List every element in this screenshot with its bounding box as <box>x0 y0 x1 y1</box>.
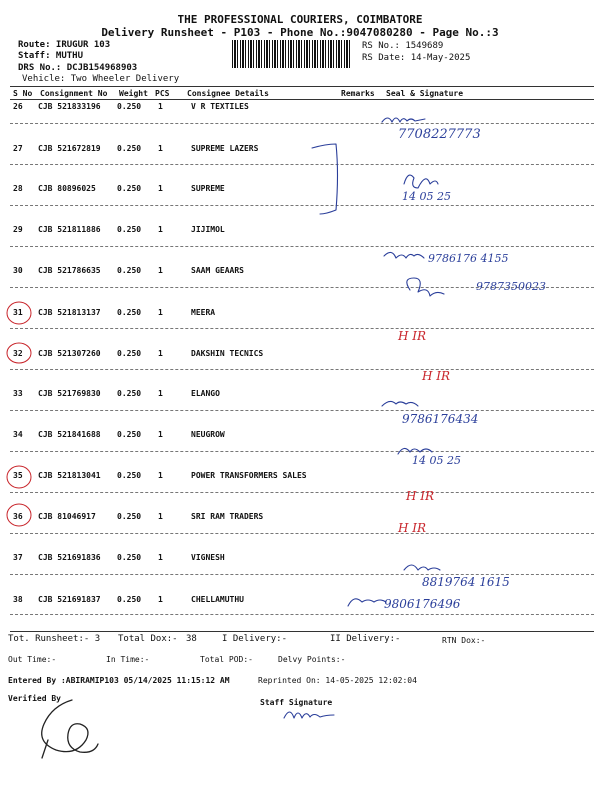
table-row: 30 CJB 521786635 0.250 1 SAAM GEAARS <box>13 266 244 275</box>
handwritten-phone: 9786176 4155 <box>428 252 509 265</box>
i-delivery: I Delivery:- <box>222 634 288 644</box>
entered-by: Entered By :ABIRAMIP103 05/14/2025 11:15:12 AM <box>8 676 230 685</box>
table-row: 37 CJB 521691836 0.250 1 VIGNESH <box>13 553 225 562</box>
handwritten-phone: 9787350023 <box>476 280 546 293</box>
rs-date: RS Date: 14-May-2025 <box>362 53 471 63</box>
rtn-dox: RTN Dox:- <box>442 636 486 645</box>
red-remark: H IR <box>422 369 451 383</box>
signature-mark <box>382 401 418 406</box>
out-time: Out Time:- <box>8 655 57 664</box>
handwritten-phone: 9806176496 <box>384 597 461 611</box>
red-circle-mark <box>7 466 31 488</box>
bracket-mark <box>312 144 338 214</box>
total-pod: Total POD:- <box>200 655 253 664</box>
handwritten-phone: 8819764 1615 <box>422 575 510 589</box>
table-row: 32 CJB 521307260 0.250 1 DAKSHIN TECNICS <box>13 349 264 358</box>
signature-mark <box>407 278 444 296</box>
signature-mark <box>404 175 438 188</box>
staff-label: Staff: MUTHU <box>18 51 84 61</box>
col-weight: Weight <box>119 89 148 98</box>
red-remark: H IR <box>398 521 427 535</box>
staff-signature-label: Staff Signature <box>260 698 333 707</box>
table-row: 28 CJB 80896025 0.250 1 SUPREME <box>13 184 225 193</box>
delvy-points: Delvy Points:- <box>278 655 346 664</box>
signature-mark <box>348 599 386 606</box>
verified-by-label: Verified By <box>8 694 61 703</box>
table-row: 34 CJB 521841688 0.250 1 NEUGROW <box>13 430 225 439</box>
handwritten-phone: 7708227773 <box>398 127 481 142</box>
company-name: THE PROFESSIONAL COURIERS, COIMBATORE <box>177 13 423 26</box>
table-row: 29 CJB 521811886 0.250 1 JIJIMOL <box>13 225 225 234</box>
col-seal: Seal & Signature <box>386 89 464 98</box>
col-sno: S No <box>13 89 33 98</box>
table-row: 26 CJB 521833196 0.250 1 V R TEXTILES <box>13 102 249 111</box>
table-row: 35 CJB 521813041 0.250 1 POWER TRANSFORMERS SALES <box>13 471 307 480</box>
red-circle-mark <box>7 302 31 324</box>
runsheet-title: Delivery Runsheet - P103 - Phone No.:9047080280 - Page No.:3 <box>101 26 499 39</box>
col-consignee: Consignee Details <box>187 89 269 98</box>
table-row: 31 CJB 521813137 0.250 1 MEERA <box>13 308 216 317</box>
ii-delivery: II Delivery:- <box>330 634 401 644</box>
total-dox-value: 38 <box>186 634 197 644</box>
verified-signature-mark <box>42 700 98 758</box>
staff-signature-mark <box>284 712 334 718</box>
handwritten-date: 14 05 25 <box>402 190 451 203</box>
total-dox-label: Total Dox:- <box>118 634 178 644</box>
handwritten-date: 14 05 25 <box>412 454 461 467</box>
drs-label: DRS No.: DCJB154968903 <box>18 63 138 73</box>
table-row: 38 CJB 521691837 0.250 1 CHELLAMUTHU <box>13 595 244 604</box>
red-circle-mark <box>7 343 31 363</box>
in-time: In Time:- <box>106 655 150 664</box>
reprinted-on: Reprinted On: 14-05-2025 12:02:04 <box>258 676 417 685</box>
signature-mark <box>404 565 440 570</box>
route-label: Route: IRUGUR 103 <box>18 40 111 50</box>
handwritten-phone: 9786176434 <box>402 412 479 426</box>
col-remarks: Remarks <box>341 89 375 98</box>
red-remark: H IR <box>406 489 435 503</box>
vehicle-label: Vehicle: Two Wheeler Delivery <box>22 74 180 84</box>
col-pcs: PCS <box>155 89 170 98</box>
tot-runsheet: Tot. Runsheet:- 3 <box>8 634 101 644</box>
col-consignment: Consignment No <box>40 89 108 98</box>
signature-mark <box>382 118 425 122</box>
signature-mark <box>384 252 424 258</box>
table-row: 27 CJB 521672819 0.250 1 SUPREME LAZERS <box>13 144 259 153</box>
table-row: 36 CJB 81046917 0.250 1 SRI RAM TRADERS <box>13 512 264 521</box>
table-row: 33 CJB 521769830 0.250 1 ELANGO <box>13 389 220 398</box>
red-circle-mark <box>7 504 31 526</box>
red-remark: H IR <box>398 329 427 343</box>
rs-number: RS No.: 1549689 <box>362 41 444 51</box>
